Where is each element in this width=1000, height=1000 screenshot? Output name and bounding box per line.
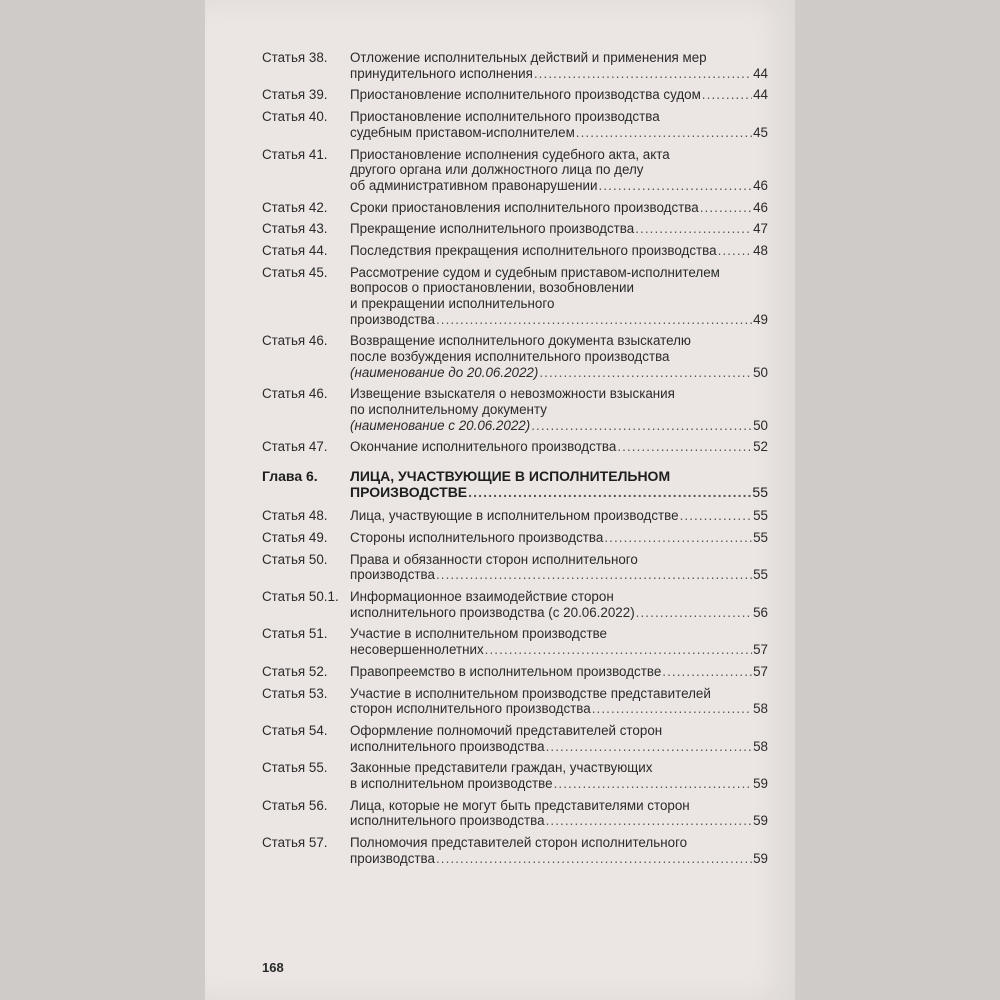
page-ref: 49 (753, 311, 768, 327)
article-number: Статья 43. (262, 221, 328, 237)
leader-dots (617, 439, 752, 455)
chapter-title-line: ПРОИЗВОДСТВЕ (350, 483, 468, 500)
page-ref: 55 (753, 529, 768, 545)
article-number: Статья 50.1. (262, 589, 339, 605)
leader-dots (436, 312, 752, 328)
leader-dots (576, 125, 752, 141)
article-number: Статья 54. (262, 722, 328, 738)
leader-dots (546, 739, 753, 755)
toc-entry (262, 664, 768, 680)
entry-title-line: и прекращении исполнительного (350, 296, 555, 312)
entry-title-line: Сроки приостановления исполнительного производства (350, 199, 699, 215)
page-ref: 55 (753, 508, 768, 524)
article-number: Статья 56. (262, 797, 328, 813)
page-ref: 59 (753, 813, 768, 829)
leader-dots (546, 813, 753, 829)
toc-entry (262, 221, 768, 237)
entry-title-line: Лица, которые не могут быть представителями сторон (350, 797, 690, 813)
toc-entry (262, 265, 768, 327)
leader-dots (662, 664, 752, 680)
entry-title-line: Извещение взыскателя о невозможности взыскания (350, 386, 675, 402)
page-ref: 48 (753, 243, 768, 259)
page-ref: 59 (753, 775, 768, 791)
article-number: Статья 57. (262, 835, 328, 851)
page-ref: 58 (753, 701, 768, 717)
page-ref: 52 (753, 439, 768, 455)
page-ref: 57 (753, 642, 768, 658)
entry-title-line: Оформление полномочий представителей сторон (350, 722, 663, 738)
entry-title-line: Стороны исполнительного производства (350, 529, 604, 545)
toc-entry (262, 760, 768, 791)
article-number: Статья 38. (262, 50, 328, 65)
entry-title-line: Законные представители граждан, участвующих (350, 760, 653, 776)
leader-dots (599, 178, 753, 194)
article-number: Статья 53. (262, 685, 328, 701)
article-number: Статья 44. (262, 243, 328, 259)
toc-entry (262, 552, 768, 583)
toc-entry (262, 589, 768, 620)
toc-entry (262, 243, 768, 259)
toc-entry (262, 835, 768, 866)
entry-title-line: Права и обязанности сторон исполнительного (350, 551, 638, 567)
chapter-title-line: ЛИЦА, УЧАСТВУЮЩИЕ В ИСПОЛНИТЕЛЬНОМ (350, 467, 671, 484)
page-ref: 45 (753, 124, 768, 140)
chapter-number: Глава 6. (262, 467, 318, 484)
article-number: Статья 48. (262, 508, 328, 524)
leader-dots (436, 851, 752, 867)
page-ref: 44 (753, 87, 768, 103)
toc-entry (262, 87, 768, 103)
entry-title-line: несовершеннолетних (350, 642, 484, 658)
entry-title-line: сторон исполнительного производства (350, 701, 591, 717)
entry-title-line: в исполнительном производстве (350, 775, 553, 791)
entry-title-line: Приостановление исполнения судебного акта, акта (350, 146, 670, 162)
article-number: Статья 50. (262, 551, 328, 567)
entry-title-line: Рассмотрение судом и судебным приставом-исполнителем (350, 264, 720, 280)
leader-dots (592, 701, 752, 717)
article-number: Статья 46. (262, 333, 328, 349)
page-ref: 59 (753, 850, 768, 866)
page-ref: 46 (753, 177, 768, 193)
page-ref: 56 (753, 604, 768, 620)
entry-title-line: другого органа или должностного лица по делу (350, 162, 644, 178)
page-ref: 58 (753, 738, 768, 754)
page-ref: 55 (753, 567, 768, 583)
entry-title-line: Окончание исполнительного производства (350, 439, 617, 455)
toc-entry (262, 333, 768, 380)
page-ref: 57 (753, 663, 768, 679)
leader-dots (485, 642, 752, 658)
leader-dots (468, 485, 751, 501)
leader-dots (718, 243, 753, 259)
toc-entry (262, 530, 768, 546)
entry-title-line: судебным приставом-исполнителем (350, 124, 575, 140)
leader-dots (436, 567, 752, 583)
entry-title-line: Приостановление исполнительного производства судом (350, 87, 701, 103)
article-number: Статья 42. (262, 199, 328, 215)
article-number: Статья 52. (262, 663, 328, 679)
entry-title-line: по исполнительному документу (350, 401, 547, 417)
toc-entry (262, 386, 768, 433)
page-ref: 47 (753, 221, 768, 237)
entry-title-line: производства (350, 567, 435, 583)
entry-title-line: Последствия прекращения исполнительного производства (350, 243, 717, 259)
article-number: Статья 46. (262, 386, 328, 402)
article-number: Статья 41. (262, 146, 328, 162)
article-number: Статья 47. (262, 439, 328, 455)
page-ref: 44 (753, 65, 768, 81)
leader-dots (539, 365, 752, 381)
entry-title-line: Участие в исполнительном производстве представителей (350, 685, 711, 701)
toc-entry (262, 147, 768, 194)
toc-chapter-entry (262, 469, 768, 500)
entry-title-line: после возбуждения исполнительного производства (350, 349, 670, 364)
entry-title-line: Участие в исполнительном производстве (350, 626, 607, 642)
entry-title-line: исполнительного производства (350, 813, 545, 829)
article-number: Статья 51. (262, 626, 328, 642)
page-ref: 50 (753, 417, 768, 433)
entry-title-line: Приостановление исполнительного производства (350, 109, 660, 125)
toc-entry (262, 200, 768, 216)
page-number: 168 (262, 960, 284, 975)
entry-title-line: производства (350, 311, 435, 327)
article-number: Статья 55. (262, 760, 328, 776)
leader-dots (680, 508, 753, 524)
toc-entry (262, 723, 768, 754)
entry-title-line: (наименование с 20.06.2022) (350, 417, 531, 433)
entry-title-line: Полномочия представителей сторон исполнительного (350, 835, 688, 851)
toc-entry (262, 798, 768, 829)
toc-entry (262, 109, 768, 140)
leader-dots (636, 605, 752, 621)
page-ref: 50 (753, 364, 768, 380)
toc-entry (262, 508, 768, 524)
entry-title-line: Возвращение исполнительного документа взыскателю (350, 333, 691, 349)
page-ref: 46 (753, 199, 768, 215)
leader-dots (635, 221, 752, 237)
leader-dots (554, 776, 753, 792)
entry-title-line: об административном правонарушении (350, 177, 598, 193)
table-of-contents (262, 50, 768, 872)
leader-dots (534, 66, 752, 82)
entry-title-line: Лица, участвующие в исполнительном производстве (350, 508, 679, 524)
leader-dots (702, 87, 752, 103)
article-number: Статья 39. (262, 87, 328, 103)
entry-title-line: Информационное взаимодействие сторон (350, 589, 614, 605)
article-number: Статья 45. (262, 264, 328, 280)
article-number: Статья 40. (262, 109, 328, 125)
leader-dots (700, 200, 752, 216)
toc-entry (262, 50, 768, 81)
entry-title-line: исполнительного производства (350, 738, 545, 754)
entry-title-line: Правопреемство в исполнительном производстве (350, 663, 662, 679)
article-number: Статья 49. (262, 529, 328, 545)
entry-title-line: Прекращение исполнительного производства (350, 221, 635, 237)
entry-title-line: вопросов о приостановлении, возобновлении (350, 280, 634, 296)
toc-entry (262, 439, 768, 455)
entry-title-line: Отложение исполнительных действий и применения мер (350, 50, 707, 65)
entry-title-line: исполнительного производства (с 20.06.2022) (350, 604, 635, 620)
toc-entry (262, 686, 768, 717)
entry-title-line: (наименование до 20.06.2022) (350, 364, 539, 380)
page-ref: 55 (752, 483, 768, 500)
leader-dots (531, 418, 752, 434)
toc-entry (262, 626, 768, 657)
entry-title-line: принудительного исполнения (350, 65, 533, 81)
entry-title-line: производства (350, 850, 435, 866)
leader-dots (604, 530, 752, 546)
